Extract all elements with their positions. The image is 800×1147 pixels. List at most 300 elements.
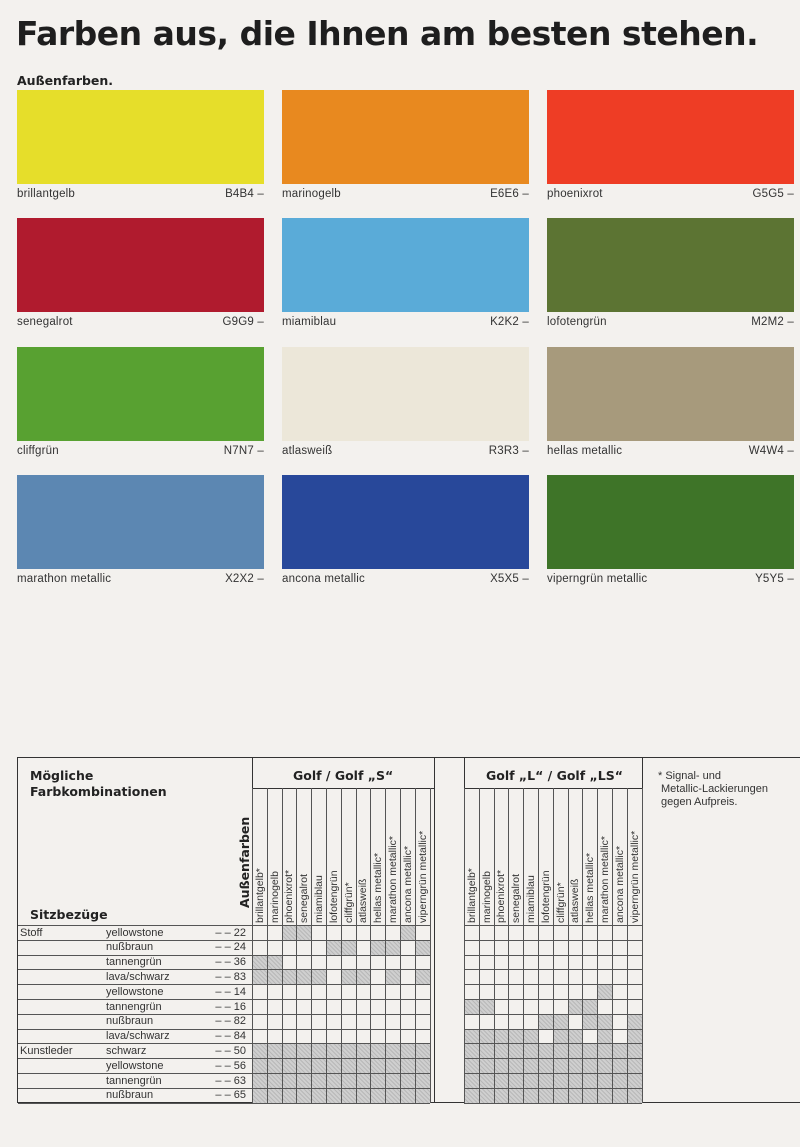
matrix-cell-unavailable bbox=[582, 1058, 597, 1073]
matrix-col-rule bbox=[252, 788, 253, 1103]
matrix-cell-unavailable bbox=[385, 1058, 400, 1073]
matrix-cell-unavailable bbox=[267, 1073, 282, 1088]
matrix-row-rule bbox=[464, 969, 642, 970]
matrix-col-rule bbox=[400, 788, 401, 1103]
color-code: R3R3 – bbox=[488, 445, 529, 457]
seat-color-code: – – 22 bbox=[215, 926, 246, 939]
matrix-cell-unavailable bbox=[252, 969, 267, 984]
color-swatch bbox=[547, 347, 794, 441]
matrix-row-rule bbox=[464, 999, 642, 1000]
color-swatch bbox=[282, 218, 529, 312]
matrix-row-rule bbox=[252, 1058, 430, 1059]
matrix-row-rule bbox=[464, 1073, 642, 1074]
matrix-cell-unavailable bbox=[508, 1029, 523, 1044]
seat-color-code: – – 56 bbox=[215, 1059, 246, 1072]
matrix-cell-unavailable bbox=[553, 1014, 568, 1029]
page-title: Farben aus, die Ihnen am besten stehen. bbox=[16, 14, 759, 53]
matrix-cell-unavailable bbox=[582, 1014, 597, 1029]
color-code: B4B4 – bbox=[225, 188, 264, 200]
matrix-cell-unavailable bbox=[400, 1043, 415, 1058]
matrix-cell-unavailable bbox=[341, 1043, 356, 1058]
matrix-col-rule bbox=[612, 788, 613, 1103]
matrix-cell-unavailable bbox=[568, 1088, 583, 1103]
matrix-col-rule bbox=[282, 788, 283, 1103]
color-name: marathon metallic bbox=[17, 573, 112, 585]
matrix-cell-unavailable bbox=[538, 1043, 553, 1058]
matrix-cell-unavailable bbox=[627, 1014, 642, 1029]
color-swatch bbox=[17, 347, 264, 441]
matrix-cell-unavailable bbox=[370, 1058, 385, 1073]
matrix-row-rule bbox=[464, 1103, 642, 1104]
matrix-cell-unavailable bbox=[597, 984, 612, 999]
matrix-cell-unavailable bbox=[582, 999, 597, 1014]
matrix-cell-unavailable bbox=[568, 999, 583, 1014]
matrix-row-rule bbox=[252, 1029, 430, 1030]
matrix-cell-unavailable bbox=[597, 1043, 612, 1058]
matrix-cell-unavailable bbox=[385, 1043, 400, 1058]
color-name: phoenixrot bbox=[547, 188, 603, 200]
matrix-cell-unavailable bbox=[326, 940, 341, 955]
matrix-row-rule bbox=[464, 1029, 642, 1030]
swatch-caption bbox=[547, 573, 794, 585]
surcharge-note-line1: * Signal- und bbox=[658, 770, 721, 782]
matrix-cell-unavailable bbox=[538, 1088, 553, 1103]
matrix-col-rule bbox=[508, 788, 509, 1103]
matrix-cell-unavailable bbox=[582, 1088, 597, 1103]
matrix-row-rule bbox=[252, 940, 430, 941]
matrix-cell-unavailable bbox=[627, 1043, 642, 1058]
seat-color-name: nußbraun bbox=[106, 1089, 154, 1102]
matrix-cell-unavailable bbox=[311, 969, 326, 984]
group1-title: Golf / Golf „S“ bbox=[293, 768, 394, 783]
matrix-cell-unavailable bbox=[282, 925, 297, 940]
matrix-cell-unavailable bbox=[479, 1043, 494, 1058]
matrix-cell-unavailable bbox=[597, 1088, 612, 1103]
matrix-row-rule bbox=[464, 1043, 642, 1044]
matrix-column-label: brillantgelb* bbox=[253, 868, 266, 923]
row-rule-left bbox=[18, 1103, 252, 1104]
color-swatch-card bbox=[547, 475, 794, 585]
matrix-cell-unavailable bbox=[553, 1058, 568, 1073]
matrix-cell-unavailable bbox=[415, 1073, 430, 1088]
matrix-cell-unavailable bbox=[553, 1088, 568, 1103]
matrix-heading-line1: Mögliche bbox=[30, 768, 94, 783]
matrix-cell-unavailable bbox=[400, 1073, 415, 1088]
matrix-cell-unavailable bbox=[523, 1088, 538, 1103]
swatch-caption bbox=[17, 188, 264, 200]
matrix-cell-unavailable bbox=[568, 1029, 583, 1044]
matrix-cell-unavailable bbox=[582, 1073, 597, 1088]
matrix-column-label: viperngrün metallic* bbox=[628, 830, 641, 923]
matrix-col-rule bbox=[479, 788, 480, 1103]
matrix-cell-unavailable bbox=[464, 1043, 479, 1058]
matrix-cell-unavailable bbox=[385, 969, 400, 984]
matrix-cell-unavailable bbox=[553, 1043, 568, 1058]
seat-color-name: lava/schwarz bbox=[106, 970, 170, 983]
color-swatch-card bbox=[282, 347, 529, 457]
color-swatch bbox=[547, 90, 794, 184]
matrix-cell-unavailable bbox=[415, 1043, 430, 1058]
matrix-cell-unavailable bbox=[582, 1043, 597, 1058]
matrix-cell-unavailable bbox=[282, 1043, 297, 1058]
divider-group1-end bbox=[434, 758, 435, 1102]
matrix-cell-unavailable bbox=[523, 1058, 538, 1073]
matrix-cell-unavailable bbox=[385, 940, 400, 955]
matrix-row-rule bbox=[252, 925, 430, 926]
matrix-cell-unavailable bbox=[612, 1073, 627, 1088]
matrix-cell-unavailable bbox=[597, 1058, 612, 1073]
matrix-column-label: senegalrot bbox=[510, 873, 523, 923]
matrix-cell-unavailable bbox=[400, 925, 415, 940]
color-name: ancona metallic bbox=[282, 573, 365, 585]
matrix-column-label: lofotengrün bbox=[539, 870, 552, 923]
matrix-column-label: viperngrün metallic* bbox=[416, 830, 429, 923]
matrix-cell-unavailable bbox=[494, 1029, 509, 1044]
matrix-cell-unavailable bbox=[282, 1073, 297, 1088]
seat-material-label: Stoff bbox=[20, 926, 43, 939]
seat-color-code: – – 50 bbox=[215, 1044, 246, 1057]
matrix-row-rule bbox=[464, 1088, 642, 1089]
matrix-col-rule bbox=[582, 788, 583, 1103]
matrix-cell-unavailable bbox=[296, 969, 311, 984]
matrix-row-rule bbox=[464, 1058, 642, 1059]
matrix-column-label: miamiblau bbox=[525, 875, 537, 923]
matrix-cell-unavailable bbox=[508, 1073, 523, 1088]
matrix-column-label: marathon metallic* bbox=[599, 836, 611, 923]
matrix-cell-unavailable bbox=[597, 1073, 612, 1088]
color-code: K2K2 – bbox=[490, 316, 529, 328]
seat-color-name: tannengrün bbox=[106, 1074, 162, 1087]
matrix-cell-unavailable bbox=[523, 1029, 538, 1044]
swatch-caption bbox=[282, 573, 529, 585]
matrix-cell-unavailable bbox=[311, 1058, 326, 1073]
color-name: marinogelb bbox=[282, 188, 341, 200]
color-swatch-card bbox=[17, 347, 264, 457]
color-swatch-card bbox=[282, 90, 529, 200]
matrix-cell-unavailable bbox=[612, 1043, 627, 1058]
swatch-caption bbox=[282, 316, 529, 328]
matrix-cell-unavailable bbox=[252, 1073, 267, 1088]
matrix-cell-unavailable bbox=[252, 955, 267, 970]
matrix-cell-unavailable bbox=[597, 1029, 612, 1044]
swatch-caption bbox=[17, 445, 264, 457]
matrix-cell-unavailable bbox=[538, 1014, 553, 1029]
matrix-cell-unavailable bbox=[415, 940, 430, 955]
color-swatch bbox=[282, 475, 529, 569]
matrix-cell-unavailable bbox=[341, 1058, 356, 1073]
color-code: G9G9 – bbox=[222, 316, 264, 328]
matrix-cell-unavailable bbox=[282, 1058, 297, 1073]
seat-color-name: lava/schwarz bbox=[106, 1030, 170, 1043]
color-swatch bbox=[282, 90, 529, 184]
matrix-cell-unavailable bbox=[267, 1088, 282, 1103]
exterior-colors-axis-label: Außenfarben bbox=[237, 816, 252, 908]
matrix-cell-unavailable bbox=[494, 1043, 509, 1058]
seat-covers-heading: Sitzbezüge bbox=[30, 907, 108, 922]
color-code: G5G5 – bbox=[752, 188, 794, 200]
matrix-cell-unavailable bbox=[568, 1073, 583, 1088]
seat-color-name: tannengrün bbox=[106, 956, 162, 969]
matrix-column-label: marinogelb bbox=[268, 871, 281, 923]
matrix-cell-unavailable bbox=[597, 1014, 612, 1029]
matrix-column-label: brillantgelb* bbox=[465, 868, 478, 923]
matrix-cell-unavailable bbox=[612, 1088, 627, 1103]
swatch-caption bbox=[547, 188, 794, 200]
matrix-col-rule bbox=[415, 788, 416, 1103]
matrix-cell-unavailable bbox=[296, 1058, 311, 1073]
matrix-row-rule bbox=[464, 1014, 642, 1015]
swatch-caption bbox=[282, 445, 529, 457]
matrix-cell-unavailable bbox=[538, 1073, 553, 1088]
color-name: viperngrün metallic bbox=[547, 573, 648, 585]
matrix-cell-unavailable bbox=[385, 1073, 400, 1088]
matrix-cell-unavailable bbox=[267, 955, 282, 970]
seat-color-name: yellowstone bbox=[106, 985, 164, 998]
matrix-cell-unavailable bbox=[627, 1058, 642, 1073]
matrix-column-label: hellas metallic* bbox=[372, 852, 385, 923]
matrix-cell-unavailable bbox=[370, 1088, 385, 1103]
color-swatch-card bbox=[282, 218, 529, 328]
matrix-cell-unavailable bbox=[494, 1088, 509, 1103]
color-swatch-card bbox=[17, 475, 264, 585]
matrix-column-label: phoenixrot* bbox=[495, 869, 508, 923]
color-swatch-card bbox=[547, 218, 794, 328]
matrix-cell-unavailable bbox=[385, 1088, 400, 1103]
matrix-cell-unavailable bbox=[523, 1043, 538, 1058]
seat-color-code: – – 16 bbox=[215, 1000, 246, 1013]
matrix-cell-unavailable bbox=[415, 1058, 430, 1073]
matrix-cell-unavailable bbox=[296, 925, 311, 940]
seat-color-name: nußbraun bbox=[106, 941, 154, 954]
matrix-cell-unavailable bbox=[400, 1088, 415, 1103]
color-name: brillantgelb bbox=[17, 188, 76, 200]
color-swatch-card bbox=[547, 90, 794, 200]
matrix-row-rule bbox=[252, 1088, 430, 1089]
color-swatch-card bbox=[17, 90, 264, 200]
seat-color-name: schwarz bbox=[106, 1044, 147, 1057]
matrix-cell-unavailable bbox=[252, 1088, 267, 1103]
matrix-column-label: phoenixrot* bbox=[283, 869, 296, 923]
matrix-row-rule bbox=[464, 940, 642, 941]
matrix-cell-unavailable bbox=[479, 1029, 494, 1044]
surcharge-note-line3: gegen Aufpreis. bbox=[661, 796, 738, 808]
color-code: W4W4 – bbox=[748, 445, 794, 457]
matrix-cell-unavailable bbox=[508, 1088, 523, 1103]
matrix-col-rule bbox=[356, 788, 357, 1103]
matrix-row-rule bbox=[252, 1043, 430, 1044]
color-swatch-card bbox=[547, 347, 794, 457]
matrix-row-rule bbox=[464, 984, 642, 985]
matrix-cell-unavailable bbox=[341, 1073, 356, 1088]
matrix-cell-unavailable bbox=[356, 1058, 371, 1073]
matrix-cell-unavailable bbox=[479, 1058, 494, 1073]
color-code: N7N7 – bbox=[223, 445, 264, 457]
matrix-cell-unavailable bbox=[464, 1058, 479, 1073]
seat-color-code: – – 14 bbox=[215, 985, 246, 998]
matrix-col-rule bbox=[296, 788, 297, 1103]
matrix-col-rule bbox=[523, 788, 524, 1103]
matrix-cell-unavailable bbox=[311, 1088, 326, 1103]
color-name: cliffgrün bbox=[17, 445, 59, 457]
matrix-cell-unavailable bbox=[464, 999, 479, 1014]
matrix-row-rule bbox=[464, 955, 642, 956]
color-code: M2M2 – bbox=[751, 316, 794, 328]
seat-color-code: – – 24 bbox=[215, 941, 246, 954]
matrix-cell-unavailable bbox=[370, 940, 385, 955]
matrix-row-rule bbox=[252, 1103, 430, 1104]
matrix-column-label: cliffgrün* bbox=[342, 882, 355, 923]
matrix-cell-unavailable bbox=[568, 1058, 583, 1073]
group2-title: Golf „L“ / Golf „LS“ bbox=[486, 768, 623, 783]
seat-color-code: – – 82 bbox=[215, 1015, 246, 1028]
matrix-cell-unavailable bbox=[341, 1088, 356, 1103]
matrix-row-rule bbox=[252, 969, 430, 970]
matrix-cell-unavailable bbox=[627, 1073, 642, 1088]
color-name: atlasweiß bbox=[282, 445, 333, 457]
matrix-cell-unavailable bbox=[464, 1029, 479, 1044]
matrix-col-rule bbox=[627, 788, 628, 1103]
swatch-caption bbox=[282, 188, 529, 200]
matrix-col-rule bbox=[494, 788, 495, 1103]
matrix-cell-unavailable bbox=[296, 1088, 311, 1103]
matrix-cell-unavailable bbox=[400, 1058, 415, 1073]
matrix-cell-unavailable bbox=[553, 1073, 568, 1088]
seat-color-name: nußbraun bbox=[106, 1015, 154, 1028]
matrix-heading-line2: Farbkombinationen bbox=[30, 784, 167, 799]
color-swatch bbox=[282, 347, 529, 441]
matrix-cell-unavailable bbox=[356, 1088, 371, 1103]
matrix-cell-unavailable bbox=[356, 969, 371, 984]
color-name: lofotengrün bbox=[547, 316, 607, 328]
matrix-cell-unavailable bbox=[326, 1043, 341, 1058]
matrix-column-label: marinogelb bbox=[480, 871, 493, 923]
surcharge-note-line2: Metallic-Lackierungen bbox=[661, 783, 768, 795]
matrix-cell-unavailable bbox=[267, 969, 282, 984]
matrix-cell-unavailable bbox=[415, 969, 430, 984]
color-swatch bbox=[547, 218, 794, 312]
matrix-row-rule bbox=[252, 1073, 430, 1074]
matrix-column-label: atlasweiß bbox=[569, 878, 582, 923]
header-rule-group1 bbox=[252, 788, 434, 789]
matrix-column-label: lofotengrün bbox=[327, 870, 340, 923]
color-swatch bbox=[17, 218, 264, 312]
swatch-caption bbox=[547, 445, 794, 457]
matrix-col-rule bbox=[311, 788, 312, 1103]
matrix-cell-unavailable bbox=[523, 1073, 538, 1088]
color-swatch bbox=[547, 475, 794, 569]
matrix-col-rule bbox=[464, 788, 465, 1103]
matrix-cell-unavailable bbox=[370, 1043, 385, 1058]
matrix-cell-unavailable bbox=[267, 1058, 282, 1073]
matrix-column-label: marathon metallic* bbox=[387, 836, 399, 923]
matrix-column-label: hellas metallic* bbox=[584, 852, 597, 923]
matrix-cell-unavailable bbox=[267, 1043, 282, 1058]
seat-color-name: yellowstone bbox=[106, 926, 164, 939]
matrix-cell-unavailable bbox=[494, 1073, 509, 1088]
matrix-column-label: senegalrot bbox=[298, 873, 311, 923]
matrix-cell-unavailable bbox=[341, 940, 356, 955]
matrix-cell-unavailable bbox=[282, 969, 297, 984]
matrix-cell-unavailable bbox=[326, 1058, 341, 1073]
color-combination-matrix bbox=[17, 757, 800, 1103]
matrix-row-rule bbox=[252, 984, 430, 985]
matrix-cell-unavailable bbox=[553, 1029, 568, 1044]
matrix-column-label: cliffgrün* bbox=[554, 882, 567, 923]
matrix-col-rule bbox=[326, 788, 327, 1103]
seat-color-code: – – 36 bbox=[215, 956, 246, 969]
matrix-cell-unavailable bbox=[356, 1073, 371, 1088]
color-swatch-card bbox=[17, 218, 264, 328]
matrix-cell-unavailable bbox=[311, 1043, 326, 1058]
color-name: miamiblau bbox=[282, 316, 337, 328]
color-swatch bbox=[17, 475, 264, 569]
matrix-cell-unavailable bbox=[252, 1058, 267, 1073]
matrix-col-rule bbox=[568, 788, 569, 1103]
matrix-column-label: ancona metallic* bbox=[613, 845, 626, 923]
matrix-cell-unavailable bbox=[538, 1058, 553, 1073]
color-code: E6E6 – bbox=[490, 188, 529, 200]
seat-material-label: Kunstleder bbox=[20, 1044, 73, 1057]
matrix-col-rule bbox=[553, 788, 554, 1103]
matrix-cell-unavailable bbox=[370, 1073, 385, 1088]
matrix-col-rule bbox=[370, 788, 371, 1103]
matrix-cell-unavailable bbox=[494, 1058, 509, 1073]
matrix-row-rule bbox=[464, 925, 642, 926]
matrix-cell-unavailable bbox=[341, 969, 356, 984]
matrix-cell-unavailable bbox=[415, 1088, 430, 1103]
matrix-row-rule bbox=[252, 955, 430, 956]
seat-color-name: yellowstone bbox=[106, 1059, 164, 1072]
matrix-cell-unavailable bbox=[326, 1088, 341, 1103]
matrix-cell-unavailable bbox=[326, 1073, 341, 1088]
color-code: X2X2 – bbox=[225, 573, 264, 585]
matrix-cell-unavailable bbox=[296, 1043, 311, 1058]
swatch-caption bbox=[17, 316, 264, 328]
matrix-row-rule bbox=[252, 1014, 430, 1015]
matrix-column-label: atlasweiß bbox=[357, 878, 370, 923]
matrix-cell-unavailable bbox=[627, 1088, 642, 1103]
matrix-cell-unavailable bbox=[252, 1043, 267, 1058]
matrix-col-rule bbox=[341, 788, 342, 1103]
seat-color-code: – – 83 bbox=[215, 970, 246, 983]
matrix-cell-unavailable bbox=[356, 1043, 371, 1058]
color-code: X5X5 – bbox=[490, 573, 529, 585]
color-name: senegalrot bbox=[17, 316, 73, 328]
matrix-cell-unavailable bbox=[479, 1088, 494, 1103]
matrix-column-label: ancona metallic* bbox=[401, 845, 414, 923]
seat-color-code: – – 84 bbox=[215, 1030, 246, 1043]
matrix-cell-unavailable bbox=[311, 1073, 326, 1088]
matrix-cell-unavailable bbox=[508, 1043, 523, 1058]
swatch-caption bbox=[17, 573, 264, 585]
matrix-col-rule bbox=[538, 788, 539, 1103]
matrix-cell-unavailable bbox=[479, 999, 494, 1014]
matrix-cell-unavailable bbox=[296, 1073, 311, 1088]
seat-color-code: – – 63 bbox=[215, 1074, 246, 1087]
seat-color-code: – – 65 bbox=[215, 1089, 246, 1102]
matrix-col-rule bbox=[267, 788, 268, 1103]
matrix-cell-unavailable bbox=[612, 1058, 627, 1073]
matrix-cell-unavailable bbox=[479, 1073, 494, 1088]
color-code: Y5Y5 – bbox=[755, 573, 794, 585]
seat-color-name: tannengrün bbox=[106, 1000, 162, 1013]
color-name: hellas metallic bbox=[547, 445, 623, 457]
color-swatch bbox=[17, 90, 264, 184]
matrix-cell-unavailable bbox=[282, 1088, 297, 1103]
color-swatch-card bbox=[282, 475, 529, 585]
matrix-cell-unavailable bbox=[627, 1029, 642, 1044]
matrix-row-rule bbox=[252, 999, 430, 1000]
